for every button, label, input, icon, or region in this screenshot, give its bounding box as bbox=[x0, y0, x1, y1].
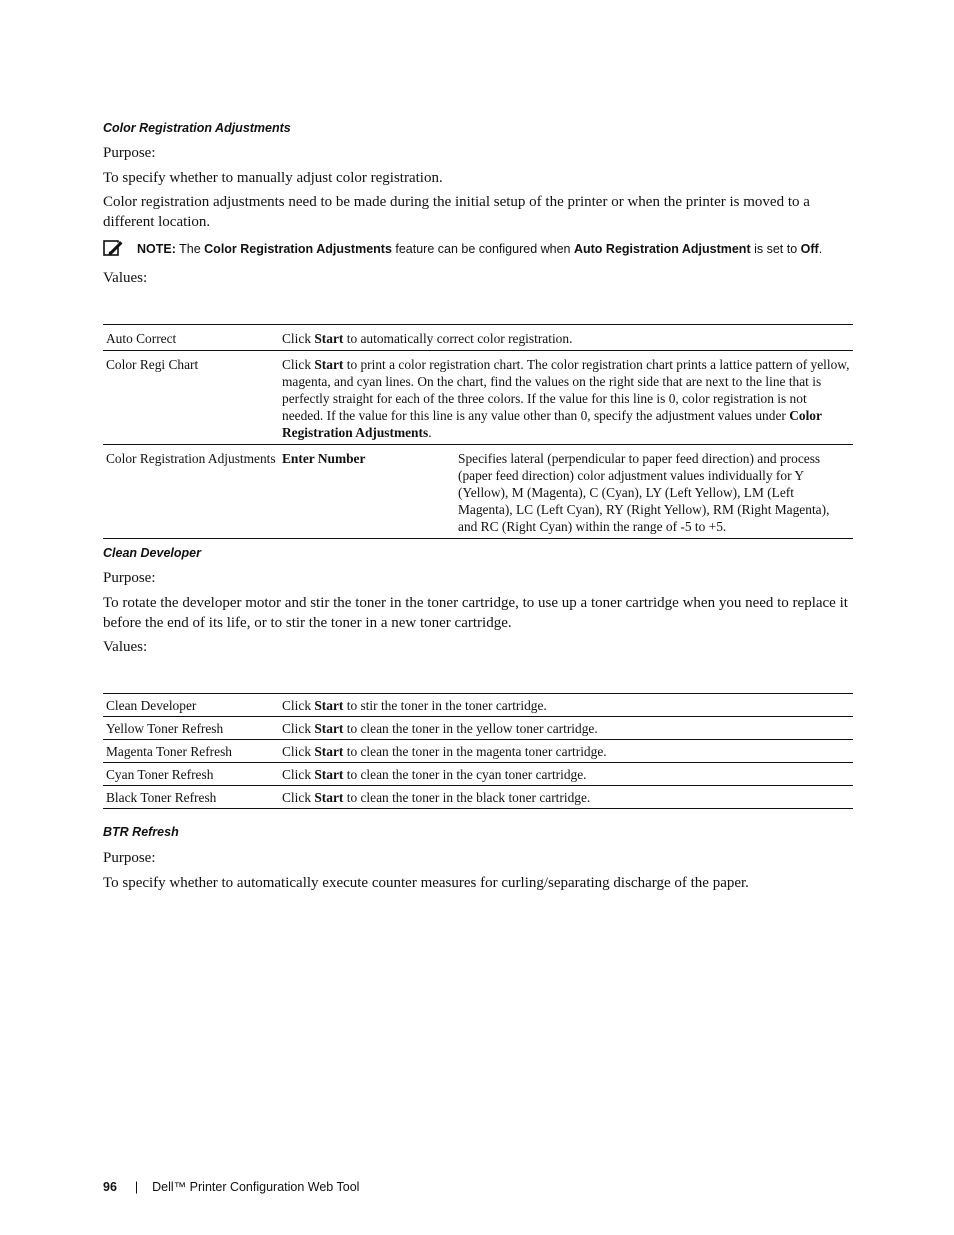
table-row bbox=[103, 351, 853, 445]
table-row bbox=[103, 763, 853, 786]
description-text: Color registration adjustments need to be made during the initial setup of the printer or when the printer is moved to a different location. bbox=[103, 194, 810, 230]
section-heading-btr-refresh: BTR Refresh bbox=[103, 825, 179, 839]
table-row bbox=[103, 694, 853, 717]
purpose-text: To specify whether to manually adjust color registration. bbox=[103, 170, 443, 186]
purpose-text: To rotate the developer motor and stir the toner in the toner cartridge, to use up a toner cartridge when you need to replace it before the end of its life, or to stir the toner in a new toner cartridge. bbox=[103, 595, 848, 631]
note-setting-name: Auto Registration Adjustment bbox=[573, 242, 751, 256]
note-box bbox=[103, 240, 863, 258]
section-heading-clean-developer: Clean Developer bbox=[103, 546, 201, 560]
table-row bbox=[103, 717, 853, 740]
note-setting-name: Color Registration Adjustments bbox=[204, 242, 392, 256]
footer-title: Dell™ Printer Configuration Web Tool bbox=[152, 1180, 360, 1194]
purpose-label: Purpose: bbox=[103, 850, 156, 866]
page-number: 96 bbox=[103, 1180, 117, 1194]
row-name: Auto Correct bbox=[103, 325, 279, 351]
note-text: feature can be configured when bbox=[391, 242, 574, 256]
row-description: Click Start to clean the toner in the magenta toner cartridge. bbox=[279, 740, 853, 763]
section-heading-color-registration: Color Registration Adjustments bbox=[103, 121, 291, 135]
note-label: NOTE: bbox=[137, 242, 176, 256]
row-description: Click Start to stir the toner in the toner cartridge. bbox=[279, 694, 853, 717]
row-name: Color Regi Chart bbox=[103, 351, 279, 445]
row-name: Magenta Toner Refresh bbox=[103, 740, 279, 763]
row-subitem: Enter Number bbox=[279, 445, 455, 539]
purpose-label: Purpose: bbox=[103, 145, 156, 161]
purpose-text: To specify whether to automatically execute counter measures for curling/separating discharge of the paper. bbox=[103, 875, 749, 891]
row-description: Click Start to clean the toner in the black toner cartridge. bbox=[279, 786, 853, 809]
color-registration-values-table bbox=[103, 324, 853, 539]
clean-developer-values-table bbox=[103, 693, 853, 809]
row-name: Cyan Toner Refresh bbox=[103, 763, 279, 786]
table-row bbox=[103, 445, 853, 539]
row-name: Yellow Toner Refresh bbox=[103, 717, 279, 740]
note-text: . bbox=[818, 242, 823, 256]
note-text: is set to bbox=[750, 242, 801, 256]
row-name: Clean Developer bbox=[103, 694, 279, 717]
page-footer bbox=[103, 1180, 359, 1194]
row-description: Click Start to clean the toner in the cyan toner cartridge. bbox=[279, 763, 853, 786]
row-name: Black Toner Refresh bbox=[103, 786, 279, 809]
table-row bbox=[103, 325, 853, 351]
row-description: Click Start to print a color registration chart. The color registration chart prints a lattice pattern of yellow, magenta, and cyan lines. On the chart, find the values on the right side that are next to the line that is perfectly straight for each of the three colors. If the value for this line is 0, color registration is not needed. If the value for this line is any value other than 0, specify the adjustment values under Color Registration Adjustments. bbox=[279, 351, 853, 445]
pencil-note-icon bbox=[103, 240, 123, 256]
row-description: Click Start to automatically correct color registration. bbox=[279, 325, 853, 351]
footer-separator: | bbox=[134, 1180, 139, 1194]
row-name: Color Registration Adjustments bbox=[103, 445, 279, 539]
purpose-label: Purpose: bbox=[103, 570, 156, 586]
values-label: Values: bbox=[103, 639, 148, 655]
row-description: Click Start to clean the toner in the yellow toner cartridge. bbox=[279, 717, 853, 740]
table-row bbox=[103, 740, 853, 763]
values-label: Values: bbox=[103, 270, 148, 286]
note-text: The bbox=[175, 242, 205, 256]
note-setting-value: Off bbox=[800, 242, 819, 256]
row-description: Specifies lateral (perpendicular to paper feed direction) and process (paper feed direction) color adjustment values individually for Y (Yellow), M (Magenta), C (Cyan), LY (Left Yellow), LM (Left Magenta), LC (Left Cyan), RY (Right Yellow), RM (Right Magenta), and RC (Right Cyan) within the range of -5 to +5. bbox=[455, 445, 853, 539]
table-row bbox=[103, 786, 853, 809]
